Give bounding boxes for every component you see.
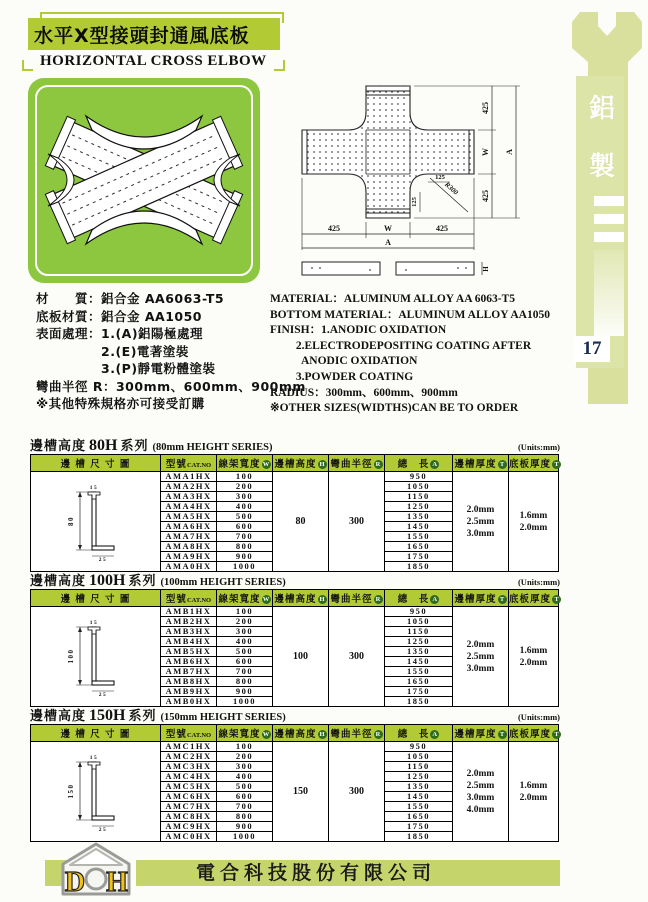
spec-line-zh: 3.(P)靜電粉體塗裝 (36, 361, 216, 376)
spec-line-en: 3.POWDER COATING (270, 370, 414, 383)
spec-line-en: ANODIC OXIDATION (270, 355, 418, 368)
cat-no-cell: AMA2HX (161, 482, 217, 492)
svg-text:125: 125 (411, 197, 418, 207)
series-section-80h (30, 435, 560, 572)
profile-diagram-cell (31, 472, 161, 572)
total-length-cell: 1050 (385, 482, 453, 492)
series-title-code: 100H (89, 572, 126, 589)
col-width: 線架寬度 W (217, 725, 273, 742)
side-thickness-cell (453, 742, 509, 842)
company-name: 電合科技股份有限公司 (196, 862, 437, 884)
page-number: 17 (574, 336, 610, 362)
tray-width-cell: 300 (217, 762, 273, 772)
product-photo (28, 78, 260, 283)
series-title (30, 705, 560, 723)
total-length-cell: 1850 (385, 697, 453, 707)
total-length-cell: 1450 (385, 792, 453, 802)
total-length-cell: 1550 (385, 532, 453, 542)
badge-t1: T (498, 460, 507, 469)
col-width: 線架寬度 W (217, 590, 273, 607)
thickness-option: 3.0mm (466, 792, 495, 803)
cat-no-cell: AMC0HX (161, 832, 217, 842)
total-length-cell: 1150 (385, 492, 453, 502)
badge-h: H (319, 461, 325, 468)
spec-row (31, 472, 559, 482)
badge-w: W (262, 596, 270, 603)
tray-width-cell: 500 (217, 647, 273, 657)
col-bottom-thickness: 底板厚度 T (509, 455, 559, 472)
total-length-cell: 1250 (385, 502, 453, 512)
thickness-option: 2.0mm (466, 639, 495, 650)
title-bracket-top (40, 12, 284, 23)
svg-text:A: A (505, 149, 514, 155)
total-length-cell: 1250 (385, 772, 453, 782)
tray-width-cell: 800 (217, 812, 273, 822)
series-section-100h (30, 570, 560, 707)
tray-width-cell: 300 (217, 627, 273, 637)
spec-line-zh: 底板材質：鋁合金 AA1050 (36, 308, 202, 324)
title-bracket-right (274, 60, 285, 71)
bottom-thickness-cell (509, 607, 559, 707)
svg-text:25: 25 (98, 826, 107, 832)
cat-no-cell: AMA3HX (161, 492, 217, 502)
total-length-cell: 1250 (385, 637, 453, 647)
thickness-option: 2.5mm (466, 516, 495, 527)
svg-text:80: 80 (66, 515, 75, 526)
svg-text:15: 15 (89, 484, 98, 491)
cat-no-cell: AMA6HX (161, 522, 217, 532)
cat-no-cell: AMB0HX (161, 697, 217, 707)
units-label: (Units:mm) (517, 442, 560, 452)
spec-line-en: ※OTHER SIZES(WIDTHS)CAN BE TO ORDER (270, 402, 519, 415)
tray-width-cell: 100 (217, 472, 273, 482)
col-catno: 型號CAT.NO (161, 590, 217, 607)
total-length-cell: 1850 (385, 562, 453, 572)
cat-no-cell: AMC5HX (161, 782, 217, 792)
channel-profile-diagram (36, 750, 156, 832)
cat-no-cell: AMB6HX (161, 657, 217, 667)
svg-text:R300: R300 (443, 180, 460, 197)
series-title-en: (100mm HEIGHT SERIES) (160, 577, 286, 588)
spec-line-zh: 2.(E)電著塗裝 (36, 343, 189, 359)
tray-width-cell: 200 (217, 617, 273, 627)
svg-text:H: H (482, 266, 490, 272)
spec-table-100h (30, 589, 559, 707)
tray-width-cell: 900 (217, 687, 273, 697)
company-logo (60, 841, 132, 897)
tray-width-cell: 800 (217, 677, 273, 687)
svg-text:425: 425 (328, 224, 340, 233)
thickness-option: 1.6mm (519, 645, 548, 656)
profile-diagram-cell (31, 742, 161, 842)
units-label: (Units:mm) (517, 577, 560, 587)
side-thickness-cell (453, 607, 509, 707)
total-length-cell: 1650 (385, 812, 453, 822)
badge-a: A (430, 730, 439, 739)
page-title-zh: 水平X型接頭封通風底板 (28, 18, 280, 50)
badge-t1: T (498, 730, 507, 739)
col-radius: 彎曲半徑 R (329, 455, 385, 472)
svg-text:150: 150 (66, 783, 75, 798)
tray-width-cell: 700 (217, 667, 273, 677)
title-block (28, 18, 288, 70)
col-diagram: 邊 槽 尺 寸 圖 (31, 590, 161, 607)
specs-chinese (36, 290, 306, 413)
cat-no-cell: AMB1HX (161, 607, 217, 617)
total-length-cell: 1050 (385, 617, 453, 627)
total-length-cell: 1050 (385, 752, 453, 762)
col-bottom-thickness: 底板厚度 T (509, 725, 559, 742)
bend-radius-cell: 300 (329, 472, 385, 572)
col-side-thickness: 邊槽厚度 T (453, 725, 509, 742)
total-length-cell: 1150 (385, 762, 453, 772)
spec-line-en: FINISH：1.ANODIC OXIDATION (270, 324, 447, 337)
series-title-zh: 邊槽高度 (30, 709, 87, 724)
tray-width-cell: 400 (217, 772, 273, 782)
badge-a: A (430, 595, 439, 604)
cat-no-cell: AMC8HX (161, 812, 217, 822)
col-radius: 彎曲半徑 R (329, 725, 385, 742)
cat-no-cell: AMA7HX (161, 532, 217, 542)
svg-text:15: 15 (89, 619, 98, 626)
sidebar-tab (568, 6, 646, 408)
total-length-cell: 1650 (385, 542, 453, 552)
svg-text:D: D (64, 867, 86, 897)
tray-width-cell: 600 (217, 657, 273, 667)
profile-diagram-cell (31, 607, 161, 707)
svg-text:25: 25 (98, 556, 107, 562)
col-height: 邊槽高度 H (273, 590, 329, 607)
total-length-cell: 1850 (385, 832, 453, 842)
col-length: 總 長 A (385, 725, 453, 742)
side-thickness-cell (453, 472, 509, 572)
total-length-cell: 1750 (385, 552, 453, 562)
bottom-thickness-cell (509, 742, 559, 842)
spec-table-80h (30, 454, 559, 572)
col-bottom-thickness: 底板厚度 T (509, 590, 559, 607)
badge-h: H (319, 596, 325, 603)
channel-height-cell: 80 (273, 472, 329, 572)
series-section-150h (30, 705, 560, 842)
cat-no-cell: AMC9HX (161, 822, 217, 832)
col-catno: 型號CAT.NO (161, 725, 217, 742)
col-diagram: 邊 槽 尺 寸 圖 (31, 455, 161, 472)
thickness-option: 2.0mm (519, 522, 548, 533)
total-length-cell: 1350 (385, 512, 453, 522)
cat-no-cell: AMB9HX (161, 687, 217, 697)
total-length-cell: 1550 (385, 802, 453, 812)
sidebar-bar (594, 196, 624, 206)
total-length-cell: 950 (385, 742, 453, 752)
specs-english (270, 292, 550, 417)
badge-r: R (374, 595, 383, 604)
tray-width-cell: 600 (217, 792, 273, 802)
total-length-cell: 1350 (385, 782, 453, 792)
spec-line-en: 2.ELECTRODEPOSITING COATING AFTER (270, 339, 532, 352)
header-row (31, 590, 559, 607)
total-length-cell: 1350 (385, 647, 453, 657)
cat-no-cell: AMA5HX (161, 512, 217, 522)
series-title-code: 80H (89, 437, 118, 454)
sidebar-bar (594, 214, 624, 224)
cat-no-cell: AMB3HX (161, 627, 217, 637)
badge-t2: T (552, 595, 561, 604)
tray-width-cell: 900 (217, 552, 273, 562)
sidebar-bar (594, 232, 624, 242)
badge-a: A (430, 460, 439, 469)
tray-width-cell: 200 (217, 482, 273, 492)
bottom-thickness-cell (509, 472, 559, 572)
tray-width-cell: 700 (217, 802, 273, 812)
page-title-en: HORIZONTAL CROSS ELBOW (40, 53, 267, 69)
total-length-cell: 950 (385, 607, 453, 617)
thickness-option: 2.0mm (466, 768, 495, 779)
col-length: 總 長 A (385, 455, 453, 472)
tray-width-cell: 1000 (217, 832, 273, 842)
header-row (31, 725, 559, 742)
cat-no-cell: AMC2HX (161, 752, 217, 762)
series-title-en: (150mm HEIGHT SERIES) (160, 712, 286, 723)
total-length-cell: 1450 (385, 522, 453, 532)
thickness-option: 3.0mm (466, 663, 495, 674)
units-label: (Units:mm) (517, 712, 560, 722)
cat-no-cell: AMC7HX (161, 802, 217, 812)
svg-text:125: 125 (435, 174, 445, 181)
col-catno: 型號CAT.NO (161, 455, 217, 472)
cat-no-cell: AMA8HX (161, 542, 217, 552)
badge-r: R (374, 460, 383, 469)
cross-elbow-illustration (28, 78, 260, 283)
spec-line-en: BOTTOM MATERIAL：ALUMINUM ALLOY AA1050 (270, 308, 550, 321)
svg-text:15: 15 (89, 754, 98, 761)
spec-row (31, 607, 559, 617)
channel-height-cell: 100 (273, 607, 329, 707)
cat-no-cell: AMC1HX (161, 742, 217, 752)
sidebar-char-made: 製 (588, 152, 615, 182)
channel-profile-diagram (36, 615, 156, 697)
cat-no-cell: AMB8HX (161, 677, 217, 687)
series-title-suffix: 系列 (128, 574, 157, 589)
svg-text:W: W (481, 148, 490, 156)
col-side-thickness: 邊槽厚度 T (453, 590, 509, 607)
cat-no-cell: AMA1HX (161, 472, 217, 482)
thickness-option: 1.6mm (519, 510, 548, 521)
cat-no-cell: AMB4HX (161, 637, 217, 647)
col-length: 總 長 A (385, 590, 453, 607)
badge-w: W (262, 731, 270, 738)
cat-no-cell: AMC6HX (161, 792, 217, 802)
spec-line-zh: ※其他特殊規格亦可接受訂購 (36, 396, 205, 411)
badge-r: R (374, 730, 383, 739)
tray-width-cell: 400 (217, 502, 273, 512)
series-title-suffix: 系列 (120, 439, 149, 454)
thickness-option: 1.6mm (519, 780, 548, 791)
tray-width-cell: 1000 (217, 562, 273, 572)
thickness-option: 2.5mm (466, 780, 495, 791)
svg-text:A: A (385, 238, 391, 247)
series-title-zh: 邊槽高度 (30, 574, 87, 589)
header-row (31, 455, 559, 472)
col-diagram: 邊 槽 尺 寸 圖 (31, 725, 161, 742)
svg-text:25: 25 (98, 691, 107, 697)
total-length-cell: 1450 (385, 657, 453, 667)
cat-no-cell: AMB2HX (161, 617, 217, 627)
cat-no-cell: AMB5HX (161, 647, 217, 657)
col-width: 線架寬度 W (217, 455, 273, 472)
col-side-thickness: 邊槽厚度 T (453, 455, 509, 472)
series-title-code: 150H (89, 707, 126, 724)
cat-no-cell: AMC3HX (161, 762, 217, 772)
series-title (30, 435, 560, 453)
tray-width-cell: 500 (217, 512, 273, 522)
sidebar-fade (594, 250, 624, 336)
title-bracket-left (22, 60, 33, 71)
col-height: 邊槽高度 H (273, 725, 329, 742)
cat-no-cell: AMA4HX (161, 502, 217, 512)
badge-t2: T (552, 460, 561, 469)
cat-no-cell: AMA0HX (161, 562, 217, 572)
sidebar-char-aluminum: 鋁 (588, 94, 615, 124)
cat-no-cell: AMA9HX (161, 552, 217, 562)
total-length-cell: 1650 (385, 677, 453, 687)
tray-width-cell: 1000 (217, 697, 273, 707)
svg-text:425: 425 (481, 102, 490, 114)
cat-no-cell: AMB7HX (161, 667, 217, 677)
tray-width-cell: 300 (217, 492, 273, 502)
channel-height-cell: 150 (273, 742, 329, 842)
badge-t2: T (552, 730, 561, 739)
spec-line-zh: 表面處理：1.(A)鋁陽極處理 (36, 326, 204, 341)
tray-width-cell: 400 (217, 637, 273, 647)
total-length-cell: 1750 (385, 687, 453, 697)
spec-row (31, 742, 559, 752)
svg-text:425: 425 (436, 224, 448, 233)
thickness-option: 2.0mm (466, 504, 495, 515)
tray-width-cell: 100 (217, 742, 273, 752)
spec-line-zh: 彎曲半徑 R：300mm、600mm、900mm (36, 378, 306, 394)
spec-line-en: RADIUS：300mm、600mm、900mm (270, 386, 458, 399)
svg-text:100: 100 (66, 648, 75, 663)
tray-width-cell: 800 (217, 542, 273, 552)
tray-width-cell: 200 (217, 752, 273, 762)
total-length-cell: 950 (385, 472, 453, 482)
thickness-option: 4.0mm (466, 804, 495, 815)
col-height: 邊槽高度 H (273, 455, 329, 472)
series-title-zh: 邊槽高度 (30, 439, 87, 454)
thickness-option: 2.5mm (466, 651, 495, 662)
badge-t1: T (498, 595, 507, 604)
series-title (30, 570, 560, 588)
badge-h: H (319, 731, 325, 738)
technical-drawing (282, 78, 546, 285)
svg-text:425: 425 (481, 190, 490, 202)
spec-line-zh: 材 質：鋁合金 AA6063-T5 (36, 291, 225, 306)
col-radius: 彎曲半徑 R (329, 590, 385, 607)
series-title-en: (80mm HEIGHT SERIES) (152, 442, 273, 453)
tray-width-cell: 100 (217, 607, 273, 617)
series-title-suffix: 系列 (128, 709, 157, 724)
spec-table-150h (30, 724, 559, 842)
total-length-cell: 1150 (385, 627, 453, 637)
bend-radius-cell: 300 (329, 607, 385, 707)
tray-width-cell: 900 (217, 822, 273, 832)
house-logo-icon (60, 841, 132, 897)
tray-width-cell: 700 (217, 532, 273, 542)
total-length-cell: 1750 (385, 822, 453, 832)
tray-width-cell: 500 (217, 782, 273, 792)
thickness-option: 2.0mm (519, 657, 548, 668)
thickness-option: 3.0mm (466, 528, 495, 539)
cat-no-cell: AMC4HX (161, 772, 217, 782)
tray-width-cell: 600 (217, 522, 273, 532)
thickness-option: 2.0mm (519, 792, 548, 803)
total-length-cell: 1550 (385, 667, 453, 677)
svg-text:W: W (384, 224, 392, 233)
badge-w: W (262, 461, 270, 468)
bend-radius-cell: 300 (329, 742, 385, 842)
channel-profile-diagram (36, 480, 156, 562)
cross-plan-drawing (282, 78, 546, 285)
svg-text:H: H (106, 867, 128, 897)
spec-line-en: MATERIAL：ALUMINUM ALLOY AA 6063-T5 (270, 293, 516, 305)
